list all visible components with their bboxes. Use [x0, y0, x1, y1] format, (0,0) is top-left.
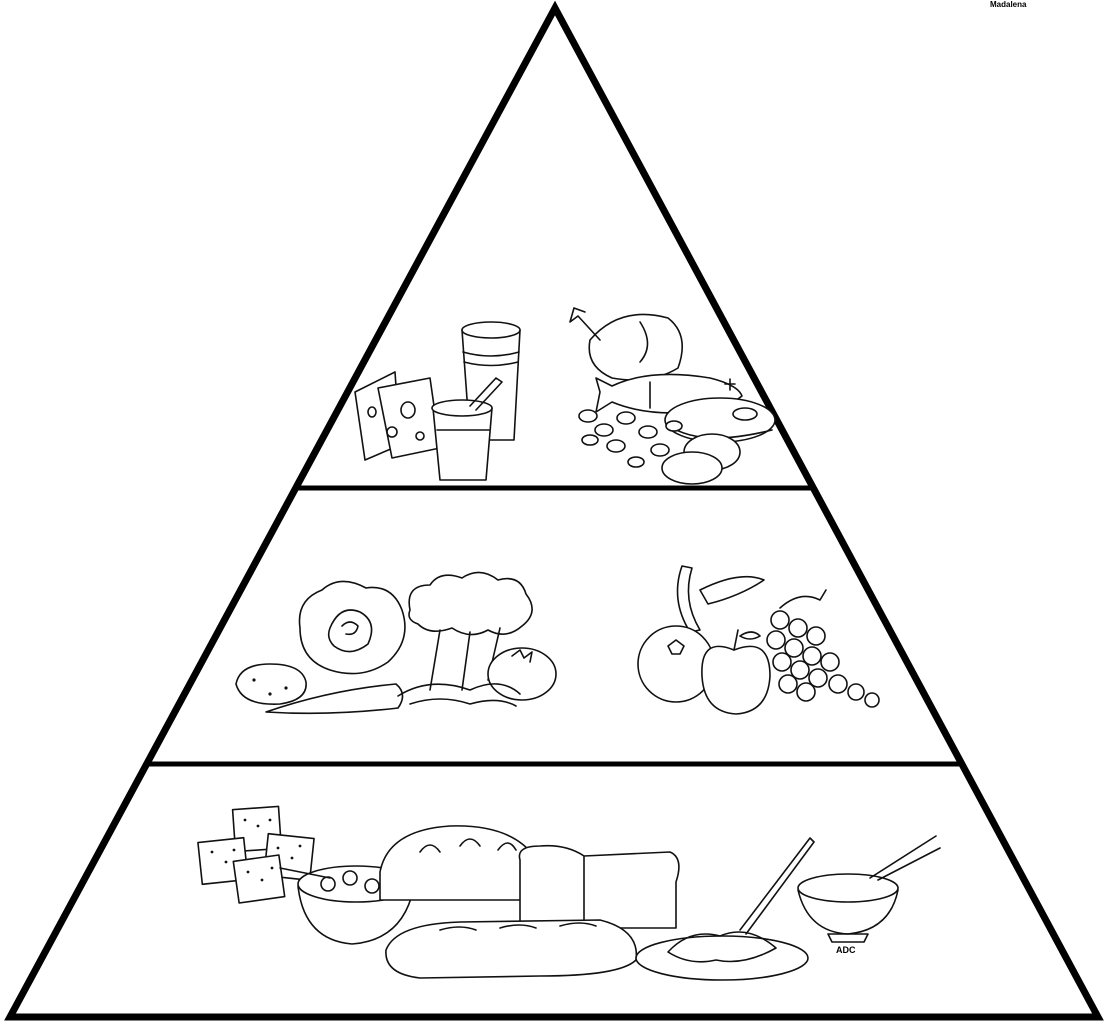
- potato-icon: [236, 664, 306, 704]
- artist-signature: Madalena: [990, 0, 1027, 9]
- rice-bowl-icon: [798, 836, 940, 942]
- baguette-icon: [386, 920, 636, 978]
- eggs-icon: [662, 434, 740, 484]
- lettuce-icon: [299, 581, 404, 673]
- tier-top: [355, 308, 775, 484]
- chicken-icon: [570, 308, 682, 380]
- crackers-icon: [198, 806, 314, 903]
- tier-bottom: [198, 806, 940, 980]
- tomato-icon: [488, 648, 556, 700]
- grapes-icon: [767, 590, 879, 707]
- tier-middle: [236, 566, 879, 714]
- bread-icon: [380, 826, 534, 900]
- bowl-label: ADC: [836, 945, 856, 955]
- apple-icon: [702, 630, 770, 714]
- cheese-icon: [355, 372, 440, 460]
- bread-loaf-icon: [519, 846, 678, 928]
- banana-icon: [678, 566, 765, 632]
